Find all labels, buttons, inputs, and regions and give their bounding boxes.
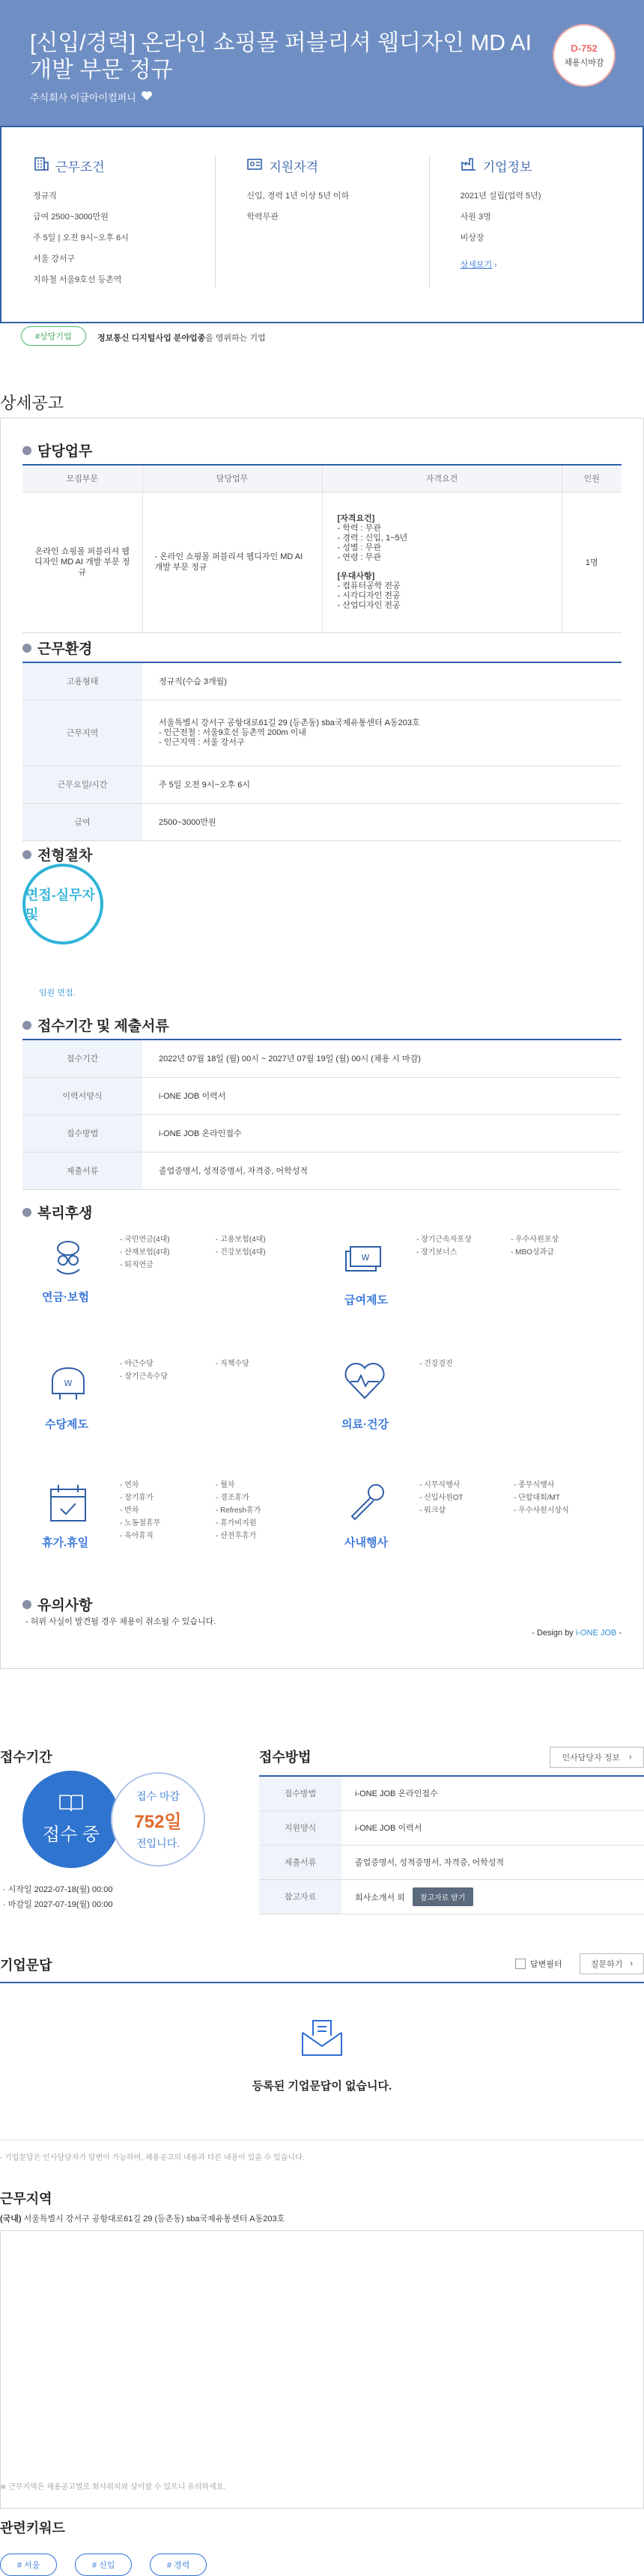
- heart-icon[interactable]: [141, 91, 153, 103]
- company-tag-pill[interactable]: #상당기업: [21, 326, 86, 346]
- piggy-bank-icon: [42, 1232, 94, 1284]
- keyword-tag[interactable]: # 서울: [0, 2554, 57, 2576]
- qualification-line: 학력무관: [246, 213, 279, 222]
- section-title-environment: 근무환경: [22, 638, 92, 658]
- work-line: 정규직: [33, 192, 57, 201]
- company-tag-desc: 정보통신 디지털사업 분야업종을 영위하는 기업: [97, 334, 266, 343]
- section-title-period: 접수기간 및 제출서류: [22, 1015, 169, 1035]
- company-detail-link[interactable]: 상세보기: [460, 260, 493, 269]
- section-title-duty: 담당업무: [22, 440, 92, 460]
- detail-heading: 상세공고: [0, 394, 64, 412]
- period-table: 접수기간 2022년 07월 18일 (월) 00시 ~ 2027년 07월 19일 (월) 00시 (채용 시 마감) 이력서양식 i-ONE JOB 이력서 접수방법 i-ONE JOB 온라인접수 제출서류 졸업증명서, 성적증명서, 자격증, 어학성적: [22, 1039, 622, 1190]
- qualifications-title: 지원자격: [269, 160, 319, 174]
- table-header: 인원: [562, 465, 622, 492]
- svg-text:W: W: [64, 1379, 73, 1388]
- apply-method-table: 접수방법 i-ONE JOB 온라인접수 지원양식 i-ONE JOB 이력서 제출서류 졸업증명서, 성적증명서, 자격증, 어학성적 참고자료 회사소개서 외 참고자료 받기: [259, 1775, 644, 1914]
- chevron-right-icon: ›: [630, 1959, 634, 1968]
- dday-status: 채용시마감: [564, 58, 604, 67]
- duty-task: - 온라인 쇼핑몰 퍼블리셔 웹디자인 MD AI 개발 부문 정규: [142, 492, 322, 632]
- table-header: 담당업무: [142, 465, 322, 492]
- apply-status: 접수 중: [42, 1825, 100, 1845]
- benefit-name: 사내행사: [344, 1536, 388, 1549]
- chevron-right-icon: ›: [628, 1753, 632, 1762]
- work-conditions: [1, 127, 215, 322]
- section-title-caution: 유의사항: [22, 1594, 92, 1614]
- dday-count: D-752: [571, 43, 598, 54]
- company-info-title: 기업정보: [482, 160, 532, 174]
- qualification-line: 신입, 경력 1년 이상 5년 이하: [246, 192, 350, 201]
- work-line: 지하철 서울9호선 등촌역: [33, 275, 122, 284]
- process-step: 면접-실무자및: [22, 864, 103, 944]
- benefit-name: 연금·보험: [42, 1291, 89, 1304]
- job-title: [신입/경력] 온라인 쇼핑몰 퍼블리셔 웹디자인 MD AI 개발 부문 정규: [30, 31, 532, 82]
- answer-filter[interactable]: 답변필터: [515, 1958, 562, 1970]
- envelope-icon: [298, 2016, 346, 2058]
- benefit-name: 휴가.휴일: [42, 1536, 89, 1549]
- ask-question-button[interactable]: 질문하기 ›: [580, 1953, 644, 1974]
- hr-contact-button[interactable]: 인사담당자 정보 ›: [550, 1747, 644, 1768]
- bullet-icon: [22, 1600, 31, 1609]
- bullet-icon: [22, 850, 31, 859]
- factory-icon: [461, 156, 477, 176]
- chevron-right-icon[interactable]: ›: [494, 261, 497, 269]
- keyword-tag[interactable]: # 경력: [150, 2554, 207, 2576]
- bullet-icon: [22, 644, 31, 653]
- location-title: 근무지역: [0, 2191, 52, 2206]
- building-icon: [33, 156, 49, 176]
- bullet-icon: [22, 1208, 31, 1217]
- bullet-icon: [22, 446, 31, 455]
- location-map[interactable]: [0, 2230, 644, 2509]
- duty-dept: 온라인 쇼핑몰 퍼블리셔 웹디자인 MD AI 개발 부문 정규: [22, 492, 142, 632]
- qa-title: 기업문답: [0, 1958, 52, 1973]
- remaining-days: 752일: [134, 1811, 182, 1832]
- keyword-tag[interactable]: # 신입: [75, 2554, 132, 2576]
- benefit-name: 의료·건강: [341, 1418, 389, 1431]
- keywords-title: 관련키워드: [0, 2521, 65, 2536]
- location-note: ※ 근무지역은 채용공고별로 회사위치와 상이할 수 있으니 유의하세요.: [0, 2483, 226, 2491]
- book-icon: [58, 1793, 84, 1815]
- company-line: 2021년 설립(업력 5년): [460, 192, 541, 201]
- company-info: [429, 127, 643, 322]
- apply-remaining-circle: 접수 마감 752일 전입니다.: [111, 1772, 205, 1867]
- company-name-row: [30, 90, 153, 104]
- work-conditions-title: 근무조건: [55, 160, 105, 174]
- calendar-check-icon: [42, 1477, 94, 1530]
- microphone-icon: [341, 1477, 394, 1530]
- qa-empty-message: 등록된 기업문답이 없습니다.: [252, 2080, 392, 2093]
- bullet-icon: [22, 1021, 31, 1030]
- table-header: 자격요건: [322, 465, 562, 492]
- duty-requirements: [자격요건] - 학력 : 무관 - 경력 : 신입, 1~5년 - 성별 : 무관 - 연령 : 무관 [우대사항] - 컴퓨터공학 전공 - 시각디자인 전공 - 산업디자인 전공: [322, 492, 562, 632]
- location-address: (국내) 서울특별시 강서구 공항대로61길 29 (등촌동) sba국제유통센터 A동203호: [0, 2215, 285, 2224]
- apply-period-title: 접수기간: [0, 1750, 52, 1765]
- design-credit: - Design by i-ONE JOB -: [532, 1629, 622, 1638]
- summary-panel: [0, 126, 644, 323]
- wallet-icon: [42, 1359, 94, 1411]
- apply-end-date: · 마감일 2027-07-19(월) 00:00: [3, 1900, 113, 1909]
- id-card-icon: [246, 156, 263, 176]
- apply-method-title: 접수방법: [259, 1750, 312, 1765]
- table-header: 모집부문: [22, 465, 142, 492]
- work-line: 주 5일 | 오전 9시~오후 6시: [33, 234, 129, 242]
- benefit-name: 수당제도: [45, 1418, 88, 1431]
- qualifications: [215, 127, 428, 322]
- dday-badge: [553, 24, 616, 87]
- caution-text: - 허위 사실이 발견될 경우 채용이 취소될 수 있습니다.: [25, 1617, 216, 1626]
- qa-note: - 기업문답은 인사담당자가 답변이 가능하며, 채용공고의 내용과 다른 내용이 있을 수 있습니다.: [0, 2154, 305, 2162]
- work-line: 서울 강서구: [33, 254, 76, 263]
- benefit-name: 급여제도: [344, 1294, 388, 1307]
- company-name[interactable]: 주식회사 이글아이컴퍼니: [30, 92, 136, 103]
- apply-status-circle: [22, 1771, 120, 1868]
- section-title-welfare: 복리후생: [22, 1202, 92, 1222]
- process-note: 임원 면접.: [39, 989, 76, 998]
- money-stack-icon: [338, 1235, 391, 1287]
- svg-text:W: W: [361, 1253, 370, 1263]
- heart-pulse-icon: [338, 1355, 391, 1407]
- company-line: 비상장: [460, 234, 484, 242]
- qa-list: [0, 1982, 644, 2140]
- download-reference-button[interactable]: 참고자료 받기: [413, 1887, 473, 1906]
- duty-table: [22, 464, 622, 633]
- duty-count: 1명: [562, 492, 622, 632]
- company-line: 사원 3명: [460, 213, 491, 222]
- section-title-process: 전형절차: [22, 844, 92, 864]
- environment-table: 고용형태 정규직(수습 3개월) 근무지역 서울특별시 강서구 공항대로61길 29 (등촌동) sba국제유통센터 A동203호 - 인근전철 : 서울9호선 등촌역 200m 이내 - 인근지역 : 서울 강서구 근무요일/시간 주 5일 오전 9시~오후 6시 급여 2500~3000만원: [22, 662, 622, 841]
- work-line: 급여 2500~3000만원: [33, 213, 109, 222]
- answer-filter-checkbox[interactable]: [515, 1959, 526, 1969]
- apply-start-date: · 시작일 2022-07-18(월) 00:00: [3, 1885, 113, 1894]
